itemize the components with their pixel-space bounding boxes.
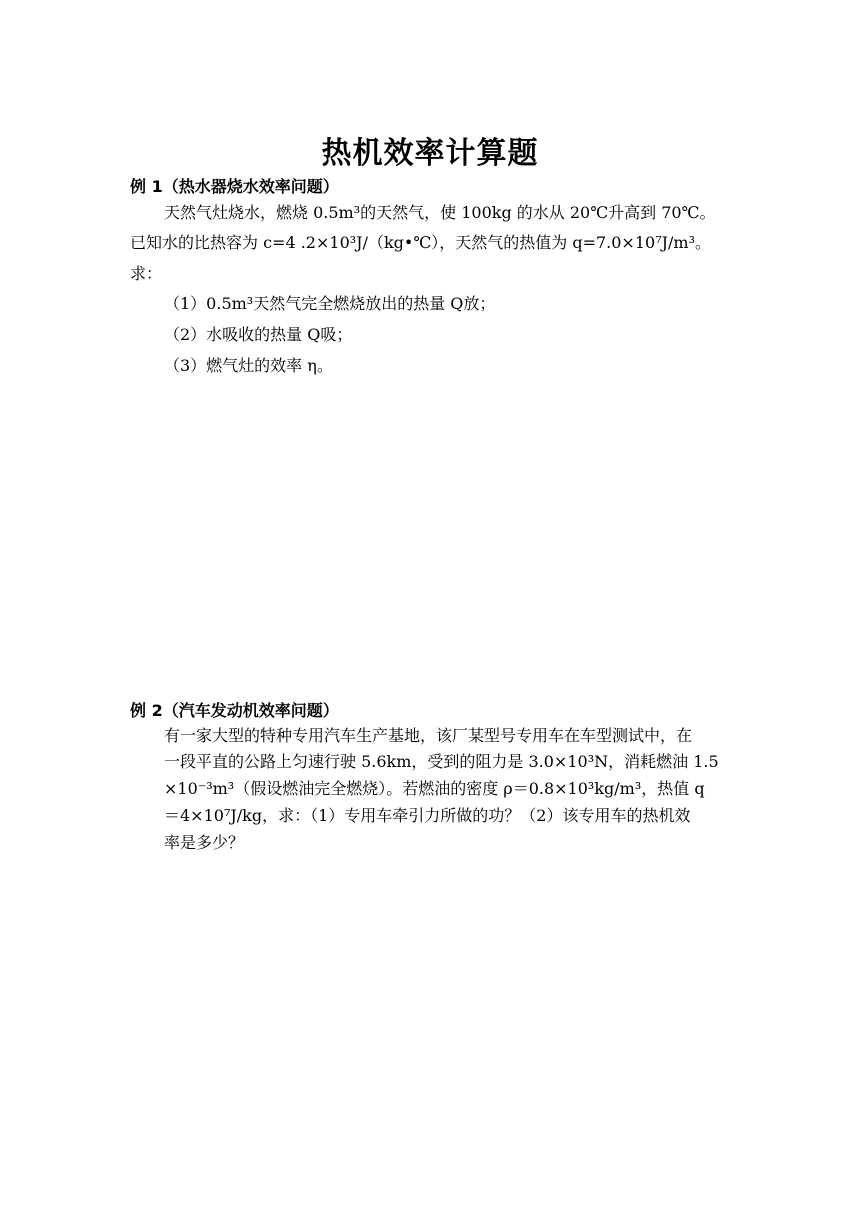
example2-heading: 例 2（汽车发动机效率问题） <box>130 701 339 720</box>
page-title: 热机效率计算题 <box>321 136 539 171</box>
example1-line3: 求： <box>130 264 163 283</box>
example1-question1: （1）0.5m³天然气完全燃烧放出的热量 Q放； <box>164 294 496 313</box>
example1-line1: 天然气灶烧水，燃烧 0.5m³的天然气，使 100kg 的水从 20℃升高到 70℃。 <box>164 203 716 222</box>
example2-line1: 有一家大型的特种专用汽车生产基地，该厂某型号专用车在车型测试中，在 <box>164 726 693 745</box>
example1-heading: 例 1（热水器烧水效率问题） <box>130 177 339 196</box>
example2-line5: 率是多少？ <box>164 833 245 852</box>
example2-line4: ＝4×10⁷J/kg，求：（1）专用车牵引力所做的功？（2）该专用车的热机效 <box>164 806 691 825</box>
example1-question2: （2）水吸收的热量 Q吸； <box>164 325 353 344</box>
example2-line3: ×10⁻³m³（假设燃油完全燃烧）。若燃油的密度 ρ＝0.8×10³kg/m³，热值 q <box>164 779 705 798</box>
example1-question3: （3）燃气灶的效率 η。 <box>164 356 333 375</box>
example2-line2: 一段平直的公路上匀速行驶 5.6km，受到的阻力是 3.0×10³N，消耗燃油 1.5 <box>164 752 719 771</box>
example1-line2: 已知水的比热容为 c=4 .2×10³J/（kg•℃），天然气的热值为 q=7.0×10⁷J/m³。 <box>130 233 711 252</box>
